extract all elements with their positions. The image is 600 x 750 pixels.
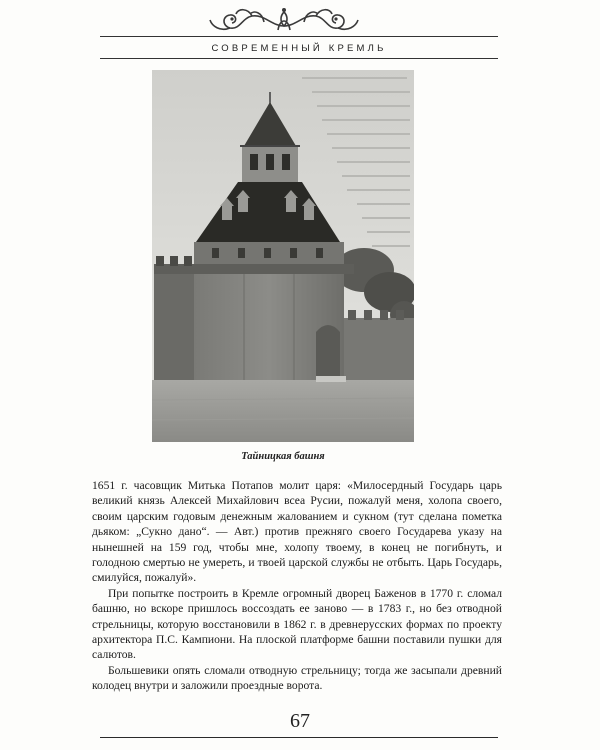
tower-photo-icon: [152, 70, 414, 442]
paragraph: При попытке построить в Кремле огромный дворец Баженов в 1770 г. сломал башню, но вскоре пришлось воссоздать ее заново — в 1783 г., но без отводной стрельницы, которую восстановили в 1862 г. в древнерусских формах по проекту архитектора П.С. Кампиони. На плоской платформе башни поставили пушки для салютов.: [92, 586, 502, 662]
running-header: [100, 36, 498, 66]
paragraph: Большевики опять сломали отводную стрельницу; тогда же засыпали древний колодец внутри и заложили проездные ворота.: [92, 663, 502, 693]
page-number: 67: [290, 710, 310, 732]
body-text: [92, 478, 502, 694]
paragraph: 1651 г. часовщик Митька Потапов молит царя: «Милосердный Государь царь великий князь Алексей Михайлович всеа Русии, пожалуй меня, холопа своего, своим царским годовым денежным жалованием и сукном (тут сделана пометка дьяком: „Сукно дано“. — Авт.) против прежняго своего Государева указу на нынешней на 159 год, чтобы мне, холопу твоему, в конец не погибнуть, и голодною смертью не умереть, и твоей царской службы не отбыть. Царь Государь, смилуйся, пожалуй».: [92, 479, 502, 585]
figure-caption: Тайницкая башня: [241, 451, 325, 462]
header-rule-bottom: [100, 58, 498, 59]
footer-rule: [100, 737, 498, 738]
running-title: СОВРЕМЕННЫЙ КРЕМЛЬ: [211, 43, 387, 54]
ornament-icon: [208, 4, 360, 36]
header-rule-top: [100, 36, 498, 37]
